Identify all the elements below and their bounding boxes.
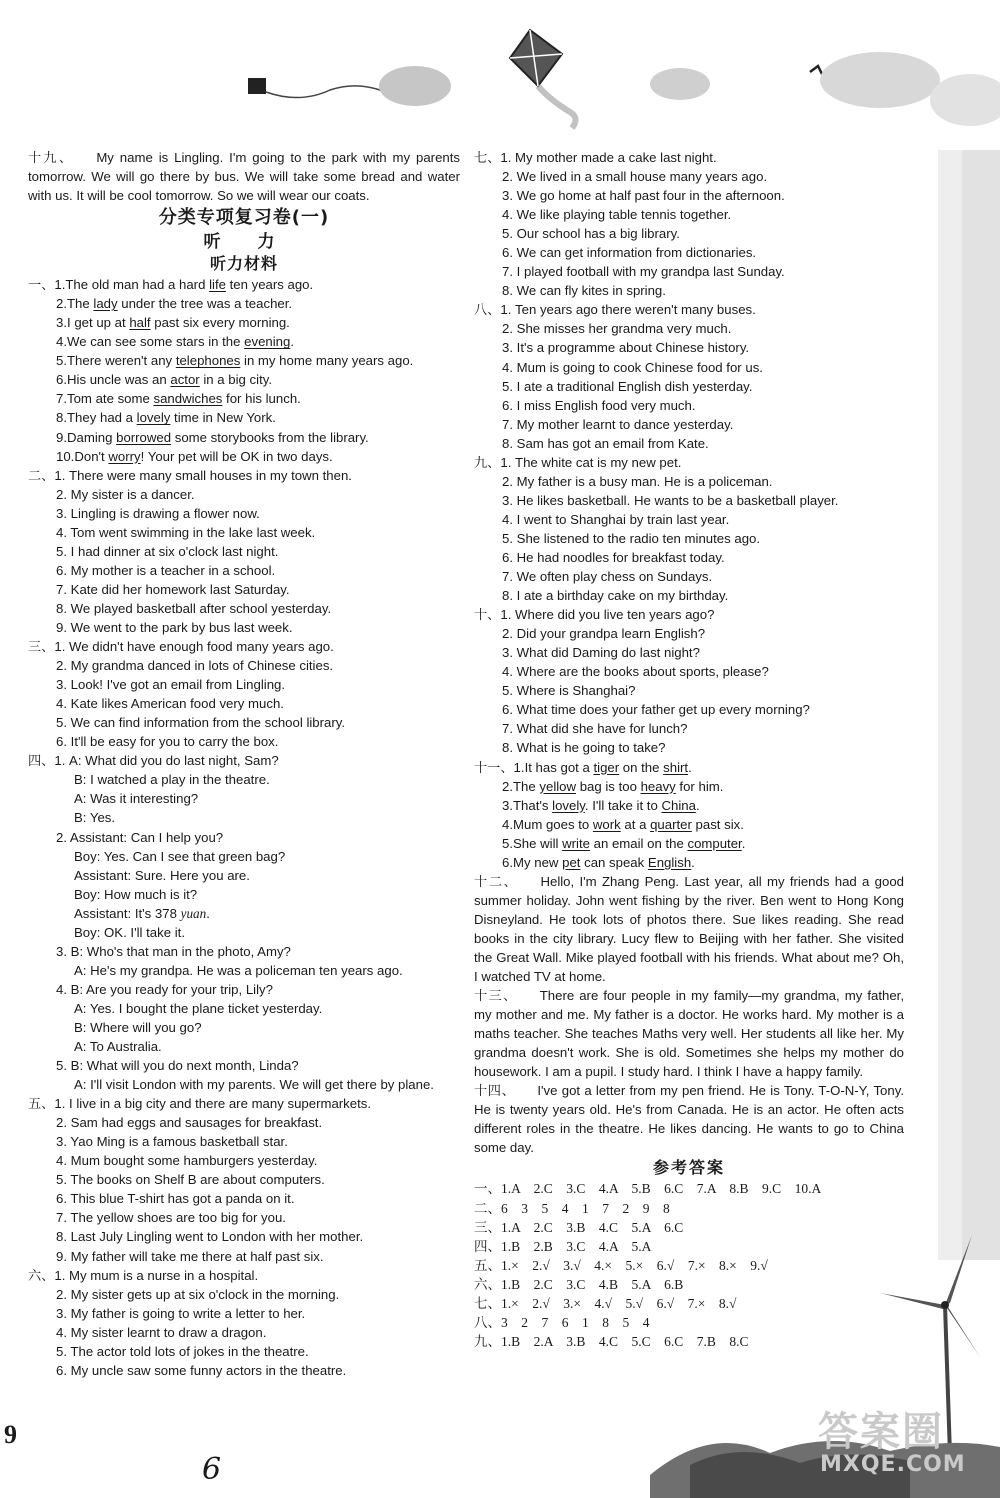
list-item — [28, 294, 460, 313]
list-item: 2. Did your grandpa learn English? — [502, 626, 706, 642]
list-item: 4. We like playing table tennis together. — [502, 207, 732, 223]
sentence-text: Mum goes to — [513, 816, 593, 832]
blank-answer: half — [129, 315, 151, 331]
list-item — [28, 313, 460, 332]
sentence-text: past six. — [691, 816, 744, 832]
list-item: 6. What time does your father get up every morning? — [502, 702, 810, 718]
blank-answer: evening — [244, 334, 291, 350]
list-item: 7. What did she have for lunch? — [502, 721, 688, 737]
list-item: 9. We went to the park by bus last week. — [56, 619, 293, 635]
answer-row: 一、1.A 2.C 3.C 4.A 5.B 6.C 7.A 8.B 9.C 10.A — [474, 1181, 822, 1197]
list-item — [474, 853, 904, 872]
list-item: 六、1. My mum is a nurse in a hospital. — [28, 1267, 259, 1283]
list-item: 2. My sister gets up at six o'clock in the morning. — [56, 1286, 340, 1302]
sentence-text: 十一、1. — [474, 759, 525, 775]
blank-answer: computer — [687, 835, 742, 851]
list-item: 4. Mum is going to cook Chinese food for us. — [502, 359, 763, 375]
list-item — [474, 758, 904, 777]
section-label: 十四、 — [474, 1083, 516, 1099]
list-item: 2. We lived in a small house many years ago. — [502, 169, 768, 185]
sentence-text: ten years ago. — [225, 277, 314, 293]
cloud-icon — [650, 68, 710, 100]
sentence-text: 2. — [502, 778, 513, 794]
sentence-text: past six every morning. — [150, 315, 290, 331]
cloud-icon — [379, 66, 451, 106]
list-item: 4. I went to Shanghai by train last year. — [502, 511, 730, 527]
subtitle: 听 力 — [203, 232, 285, 253]
list-item: 4. Tom went swimming in the lake last week. — [56, 524, 316, 540]
list-item: 8. I ate a birthday cake on my birthday. — [502, 588, 729, 604]
sentence-text: Daming — [67, 429, 117, 445]
dialog-line: B: I watched a play in the theatre. — [74, 772, 270, 788]
sentence-text: 4. — [502, 816, 513, 832]
list-item — [474, 834, 904, 853]
sentence-text: 9. — [56, 429, 67, 445]
blank-answer: life — [209, 277, 226, 293]
dialog-line: A: He's my grandpa. He was a policeman ten years ago. — [74, 962, 403, 978]
right-column — [474, 148, 904, 1351]
sentence-text: The — [513, 778, 540, 794]
sentence-text: 6. — [56, 372, 67, 388]
blank-answer: quarter — [650, 816, 692, 832]
answer-row: 八、3 2 7 6 1 8 5 4 — [474, 1314, 650, 1330]
sentence-text: in a big city. — [199, 372, 273, 388]
sentence-text: My new — [513, 854, 563, 870]
list-item: 八、1. Ten years ago there weren't many buses. — [474, 302, 756, 318]
sentence-text: His uncle was an — [67, 372, 171, 388]
sentence-text: . — [741, 835, 746, 851]
answer-row: 二、6 3 5 4 1 7 2 9 8 — [474, 1200, 670, 1216]
list-item — [474, 796, 904, 815]
list-item: 七、1. My mother made a cake last night. — [474, 150, 717, 165]
dialog-line — [28, 904, 460, 923]
list-item: 4. Kate likes American food very much. — [56, 696, 284, 712]
list-item: 6. My mother is a teacher in a school. — [56, 562, 276, 578]
list-item: 十、1. Where did you live ten years ago? — [474, 607, 715, 623]
intro-paragraph — [28, 148, 460, 205]
list-item — [474, 815, 904, 834]
blank-answer: telephones — [175, 353, 241, 369]
list-item: 三、1. We didn't have enough food many years ago. — [28, 639, 334, 655]
list-item: 2. My grandma danced in lots of Chinese cities. — [56, 658, 334, 674]
section-label: 十三、 — [474, 988, 518, 1004]
list-item: 6. It'll be easy for you to carry the box. — [56, 734, 279, 750]
sentence-text: at a — [620, 816, 651, 832]
list-item: 6. He had noodles for breakfast today. — [502, 549, 725, 565]
dialog-line: Boy: How much is it? — [74, 886, 198, 902]
dialog-line: A: Yes. I bought the plane ticket yesterday. — [74, 1000, 323, 1016]
dialog-line: A: Was it interesting? — [74, 791, 199, 807]
list-item: 3. What did Daming do last night? — [502, 645, 700, 661]
dialog-line: 4. B: Are you ready for your trip, Lily? — [56, 981, 273, 997]
blank-answer: pet — [562, 854, 581, 870]
answers-title: 参考答案 — [652, 1158, 725, 1178]
paragraph-text: My name is Lingling. I'm going to the park with my parents tomorrow. We will go there by bus. We will take some bread and water with us. It will be cool tomorrow. So we will wear our coats. — [28, 150, 460, 204]
cloud-icon — [820, 52, 940, 108]
margin-decoration — [918, 150, 1000, 1260]
list-item: 2. My father is a busy man. He is a policeman. — [502, 473, 773, 489]
answer-row: 六、1.B 2.C 3.C 4.B 5.A 6.B — [474, 1276, 684, 1292]
list-item: 3. Look! I've got an email from Lingling. — [56, 677, 286, 693]
sentence-text: 4. — [56, 334, 67, 350]
sentence-text: an email on the — [589, 835, 688, 851]
sentence-text: The — [67, 296, 94, 312]
list-item: 九、1. The white cat is my new pet. — [474, 454, 682, 470]
watermark: 答案圈 — [818, 1409, 944, 1455]
list-item: 4. Where are the books about sports, please? — [502, 664, 769, 680]
list-item: 5. I had dinner at six o'clock last night. — [56, 543, 279, 559]
list-item: 5. The books on Shelf B are about computers. — [56, 1172, 325, 1188]
blank-answer: yellow — [539, 778, 577, 794]
paragraph-14 — [474, 1081, 904, 1157]
list-item: 3. My father is going to write a letter to her. — [56, 1305, 306, 1321]
sentence-text: She will — [513, 835, 563, 851]
list-item — [28, 332, 460, 351]
list-item: 8. What is he going to take? — [502, 740, 666, 756]
sentence-text: can speak — [580, 854, 648, 870]
page-number: 9 — [4, 1420, 17, 1449]
list-item — [28, 428, 460, 447]
paragraph-13 — [474, 986, 904, 1081]
list-item: 4. My sister learnt to draw a dragon. — [56, 1324, 267, 1340]
blank-answer: borrowed — [116, 429, 172, 445]
sentence-text: 8. — [56, 410, 67, 426]
blank-answer: actor — [170, 372, 200, 388]
sentence-text: The old man had a hard — [65, 277, 210, 293]
dialog-line: 5. B: What will you do next month, Linda? — [56, 1058, 299, 1074]
blank-answer: worry — [108, 448, 141, 464]
sentence-text: 3. — [502, 797, 513, 813]
list-item: 7. The yellow shoes are too big for you. — [56, 1210, 286, 1226]
paragraph-text: I've got a letter from my pen friend. He is Tony. T-O-N-Y, Tony. He is twenty years old. He's from Canada. He is an actor. He often acts different roles in the theatre. He likes dancing. He wants to go to China some day. — [474, 1083, 904, 1156]
list-item: 3. He likes basketball. He wants to be a basketball player. — [502, 492, 839, 508]
blank-answer: write — [562, 835, 590, 851]
list-item: 8. We can fly kites in spring. — [502, 283, 666, 299]
list-item: 2. She misses her grandma very much. — [502, 321, 732, 337]
paragraph-text: Hello, I'm Zhang Peng. Last year, all my friends had a good summer holiday. John went fishing by the river. Ben went to Hong Kong Disneyland. He took lots of photos there. Sue likes reading. She read books in the city library. Lucy flew to Beijing with her father. She visited the Great Wall. Mike played football with his friends. What about me? Oh, I watched TV at home. — [474, 873, 905, 985]
dialog-line: A: I'll visit London with my parents. We will get there by plane. — [74, 1077, 434, 1093]
dialog-line: 3. B: Who's that man in the photo, Amy? — [56, 943, 291, 959]
list-item — [28, 408, 460, 427]
list-item — [28, 370, 460, 389]
list-item: 2. Sam had eggs and sausages for breakfast. — [56, 1115, 323, 1131]
list-item: 8. Last July Lingling went to London with her mother. — [56, 1229, 364, 1245]
list-item: 3. Lingling is drawing a flower now. — [56, 505, 260, 521]
blank-answer: China — [661, 797, 696, 813]
list-item: 3. Yao Ming is a famous basketball star. — [56, 1134, 288, 1150]
paragraph-12 — [474, 872, 904, 986]
dialog-text: Assistant: It's 378 — [74, 905, 181, 921]
sentence-text: . — [290, 334, 295, 350]
dialog-line: Boy: Yes. Can I see that green bag? — [74, 848, 286, 864]
list-item — [28, 447, 460, 466]
sentence-text: under the tree was a teacher. — [117, 296, 293, 312]
page-title: 分类专项复习卷(一) — [158, 207, 330, 229]
list-item: 5. We can find information from the school library. — [56, 715, 346, 731]
sentence-text: There weren't any — [67, 353, 176, 369]
sentence-text: in my home many years ago. — [240, 353, 414, 369]
section-label: 十二、 — [474, 873, 519, 889]
list-item: 5. The actor told lots of jokes in the theatre. — [56, 1343, 309, 1359]
sentence-text: They had a — [67, 410, 137, 426]
list-item: 8. Sam has got an email from Kate. — [502, 435, 709, 451]
list-item: 7. I played football with my grandpa last Sunday. — [502, 264, 785, 280]
sentence-text: Tom ate some — [67, 391, 154, 407]
list-item: 8. We played basketball after school yesterday. — [56, 600, 332, 616]
section-heading: 听力材料 — [209, 254, 278, 274]
blank-answer: lovely — [552, 797, 585, 813]
list-item: 9. My father will take me there at half past six. — [56, 1248, 324, 1264]
list-item: 3. It's a programme about Chinese history. — [502, 340, 750, 356]
header-illustration — [240, 20, 1000, 140]
answer-row: 九、1.B 2.A 3.B 4.C 5.C 6.C 7.B 8.C — [474, 1333, 749, 1349]
sentence-text: It has got a — [524, 759, 594, 775]
kite-icon — [510, 30, 576, 128]
list-item: 5. Our school has a big library. — [502, 226, 680, 242]
sentence-text: on the — [619, 759, 664, 775]
list-item — [474, 777, 904, 796]
sentence-text: bag is too — [576, 778, 641, 794]
sentence-text: . — [695, 797, 700, 813]
sentence-text: We can see some stars in the — [67, 334, 245, 350]
sentence-text: . I'll take it to — [584, 797, 662, 813]
blank-answer: shirt — [663, 759, 689, 775]
list-item: 6. I miss English food very much. — [502, 397, 696, 413]
sentence-text: 10. — [56, 448, 75, 464]
list-item — [28, 351, 460, 370]
blank-answer: lovely — [136, 410, 171, 426]
sentence-text: . — [688, 759, 692, 775]
dialog-line: B: Yes. — [74, 810, 116, 826]
sentence-text: 2. — [56, 296, 67, 312]
blank-answer: English — [647, 854, 692, 870]
blank-answer: work — [592, 816, 621, 832]
list-item: 二、1. There were many small houses in my town then. — [28, 467, 352, 483]
dialog-line: 2. Assistant: Can I help you? — [56, 829, 224, 845]
sentence-text: ! Your pet will be OK in two days. — [140, 448, 333, 464]
list-item: 5. Where is Shanghai? — [502, 683, 636, 699]
blank-answer: heavy — [640, 778, 676, 794]
sentence-text: 3. — [56, 315, 67, 331]
handwritten-mark: 6 — [202, 1452, 222, 1487]
dialog-line: 四、1. A: What did you do last night, Sam? — [28, 753, 279, 769]
list-item: 7. Kate did her homework last Saturday. — [56, 581, 290, 597]
list-item — [28, 275, 460, 294]
sentence-text: I get up at — [67, 315, 130, 331]
list-item: 6. We can get information from dictionaries. — [502, 245, 757, 261]
left-column — [28, 148, 460, 1380]
sentence-text: 一、1. — [28, 277, 66, 293]
sentence-text: 5. — [502, 835, 513, 851]
list-item: 3. We go home at half past four in the afternoon. — [502, 188, 785, 204]
list-item: 2. My sister is a dancer. — [56, 486, 195, 502]
answer-row: 五、1.× 2.√ 3.√ 4.× 5.× 6.√ 7.× 8.× 9.√ — [474, 1257, 768, 1273]
paragraph-text: There are four people in my family—my grandma, my father, my mother and me. My father is a doctor. He works hard. My mother is a maths teacher. She teaches Maths very well. Her students all like her. My grandma doesn't work. She is old. Sometimes she helps my mother do housework. I am a pupil. I study hard. I think I have a happy family. — [474, 988, 904, 1080]
dialog-line: Assistant: Sure. Here you are. — [74, 867, 250, 883]
sentence-text: . — [691, 854, 695, 870]
small-box-icon — [248, 78, 266, 94]
dialog-line: B: Where will you go? — [74, 1019, 202, 1035]
list-item: 4. Mum bought some hamburgers yesterday. — [56, 1153, 318, 1169]
sentence-text: 6. — [502, 854, 513, 870]
list-item — [28, 389, 460, 408]
sentence-text: some storybooks from the library. — [171, 429, 369, 445]
list-item: 6. My uncle saw some funny actors in the theatre. — [56, 1362, 347, 1378]
list-item: 5. She listened to the radio ten minutes ago. — [502, 530, 761, 546]
sentence-text: for him. — [675, 778, 724, 794]
blank-answer: tiger — [593, 759, 620, 775]
list-item: 5. I ate a traditional English dish yesterday. — [502, 378, 753, 394]
sentence-text: 7. — [56, 391, 67, 407]
watermark-url: MXQE.COM — [820, 1452, 966, 1477]
sentence-text: Don't — [74, 448, 109, 464]
list-item: 五、1. I live in a big city and there are many supermarkets. — [28, 1096, 372, 1112]
list-item: 7. My mother learnt to dance yesterday. — [502, 416, 734, 432]
sentence-text: for his lunch. — [222, 391, 301, 407]
answer-row: 七、1.× 2.√ 3.× 4.√ 5.√ 6.√ 7.× 8.√ — [474, 1295, 737, 1311]
answer-row: 四、1.B 2.B 3.C 4.A 5.A — [474, 1238, 652, 1254]
list-item: 6. This blue T-shirt has got a panda on it. — [56, 1191, 295, 1207]
sentence-text: 5. — [56, 353, 67, 369]
currency-word: yuan — [180, 905, 207, 921]
sentence-text: time in New York. — [170, 410, 276, 426]
dialog-line: Boy: OK. I'll take it. — [74, 924, 185, 940]
blank-answer: lady — [93, 296, 118, 312]
answer-row: 三、1.A 2.C 3.B 4.C 5.A 6.C — [474, 1219, 684, 1235]
section-label: 十九、 — [28, 150, 75, 165]
dialog-text: . — [206, 905, 210, 921]
dialog-line: A: To Australia. — [74, 1039, 162, 1055]
blank-answer: sandwiches — [153, 391, 223, 407]
list-item: 7. We often play chess on Sundays. — [502, 569, 713, 585]
sentence-text: That's — [513, 797, 553, 813]
